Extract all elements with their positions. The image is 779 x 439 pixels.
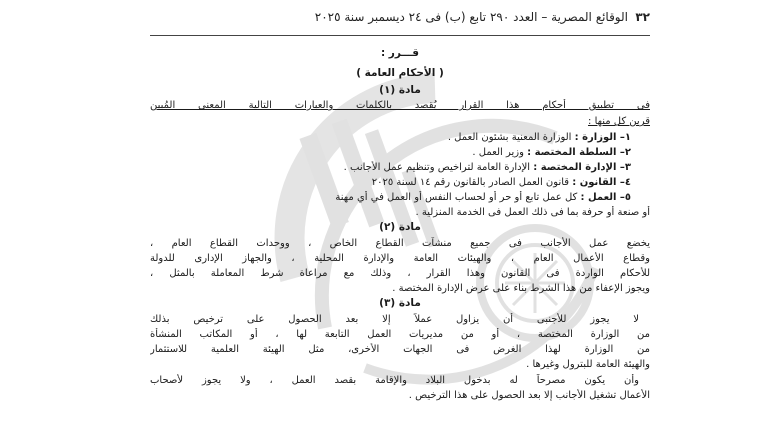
header-divider [150,35,650,36]
definition-5-text: كل عمل تابع أو حر أو لحساب النفس أو العمل في أي مهنة [335,192,581,203]
definition-2 [131,146,631,159]
article-3-line-6: الأعمال تشغيل الأجانب إلا بعد الحصول على هذا الترخيص . [408,390,650,401]
definition-4-text: قانون العمل الصادر بالقانون رقم ١٤ لسنة ٢٠٢٥ [371,177,573,188]
article-1-line-1: فى تطبيق أحكام هذا القرار يُقصد بالكلمات والعبارات التالية المعنى المُبين [150,100,650,111]
article-2-line-1: يخضع عمل الأجانب فى جميع منشآت القطاع الخاص ، ووحدات القطاع العام ، [150,238,650,249]
article-2-line-4: ويجوز الإعفاء من هذا الشرط بناء على عرض الإدارة المختصة . [392,283,650,294]
article-1-line-2: قرين كل منها : [588,116,650,127]
article-3-line-3: من الوزارة لهذا الغرض فى الجهات الأخرى، مثل الهيئة العلمية للاستثمار [150,344,650,355]
article-1-continuation: أو صنعة أو حرفة بما فى ذلك العمل فى الخدمة المنزلية . [415,207,650,218]
definition-3 [131,161,631,174]
definition-3-text: الإدارة العامة لتراخيص وتنظيم عمل الأجانب . [343,162,534,173]
definition-4 [131,176,631,189]
article-2-title: مادة (٢) [379,221,421,233]
page-number: ٣٢ [635,10,650,24]
definition-2-term: ٢– السلطة المختصة : [527,147,631,158]
article-2-line-2: وقطاع الأعمال العام ، والهيئات العامة والإدارة المحلية ، والجهاز الإدارى للدولة [150,253,650,264]
definition-1 [131,131,631,144]
gazette-title: الوقائع المصرية – العدد ٢٩٠ تابع (ب) فى ٢٤ ديسمبر سنة ٢٠٢٥ [314,10,628,24]
article-3-line-4: والهيئة العامة للبترول وغيرها . [526,359,650,370]
section-title: ( الأحكام العامة ) [356,67,444,79]
article-3-line-2: من الوزارة المختصة ، أو من مديريات العمل التابعة لها ، أو المكاتب المنشأة [150,329,650,340]
definition-5 [150,191,631,204]
definition-3-term: ٣– الإدارة المختصة : [533,162,631,173]
article-3-title: مادة (٣) [379,297,421,309]
article-2-line-3: للأحكام الواردة فى القانون وهذا القرار ، وذلك مع مراعاة شرط المعاملة بالمثل ، [150,268,650,279]
article-3-line-5: وأن يكون مصرحاً له بدخول البلاد والإقامة بقصد العمل ، ولا يجوز لأصحاب [150,375,639,386]
article-3-line-1: لا يجوز للأجنبى أن يزاول عملاً إلا بعد الحصول على ترخيص بذلك [150,314,639,325]
definition-1-text: الوزارة المعنية بشئون العمل . [447,132,575,143]
definition-4-term: ٤– القانون : [572,177,631,188]
definition-1-term: ١– الوزارة : [574,132,631,143]
page-header [150,10,650,32]
definition-2-text: وزير العمل . [472,147,528,158]
article-1-title: مادة (١) [379,84,421,96]
definition-5-term: ٥– العمل : [580,192,631,203]
decision-heading: قـــرر : [380,47,420,59]
